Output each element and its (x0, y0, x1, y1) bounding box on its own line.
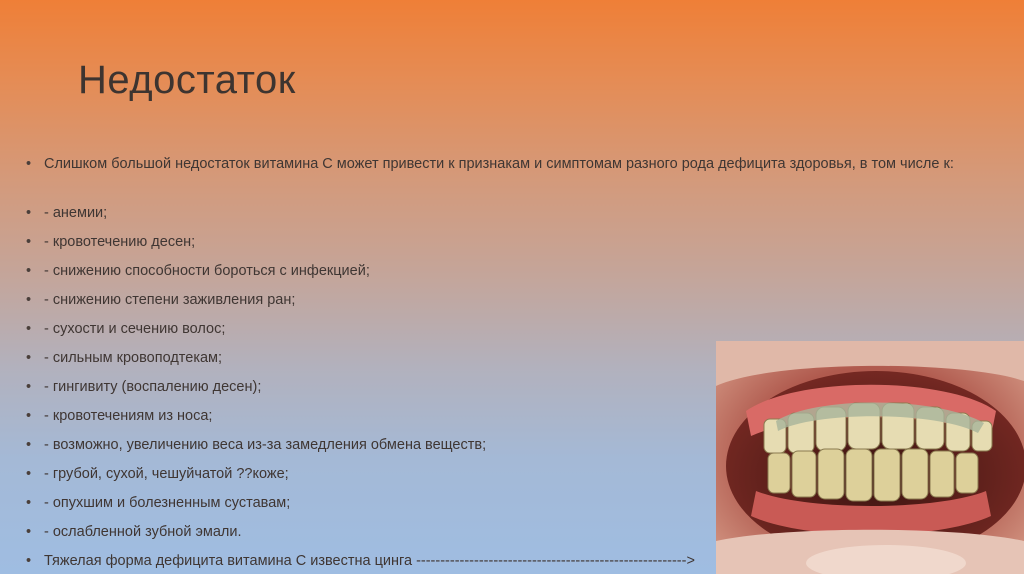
bullet-item: • - анемии; (26, 205, 1024, 222)
bullet-item: • - грубой, сухой, чешуйчатой ??коже; (26, 466, 1024, 483)
bullet-item: • Слишком большой недостаток витамина С может привести к признакам и симптомам разного рода дефицита здоровья, в том числе к: (26, 156, 1024, 173)
bullet-item: • - ослабленной зубной эмали. (26, 524, 1024, 541)
scurvy-gums-photo (716, 341, 1024, 574)
bullet-item: • - опухшим и болезненным суставам; (26, 495, 1024, 512)
bullet-item: • - снижению способности бороться с инфекцией; (26, 263, 1024, 280)
bullet-item: • - возможно, увеличению веса из-за замедления обмена веществ; (26, 437, 1024, 454)
bullet-item: • - сухости и сечению волос; (26, 321, 1024, 338)
bullet-item: • - кровотечению десен; (26, 234, 1024, 251)
bullet-item: • - кровотечениям из носа; (26, 408, 1024, 425)
bullet-item: • - сильным кровоподтекам; (26, 350, 1024, 367)
mouth-illustration-icon (716, 341, 1024, 574)
bullet-item: • - гингивиту (воспалению десен); (26, 379, 1024, 396)
bullet-item: • - снижению степени заживления ран; (26, 292, 1024, 309)
bullet-item: • Тяжелая форма дефицита витамина С известна цинга --------------------------------------------------------> (26, 553, 1024, 570)
slide-title: Недостаток (78, 58, 296, 102)
